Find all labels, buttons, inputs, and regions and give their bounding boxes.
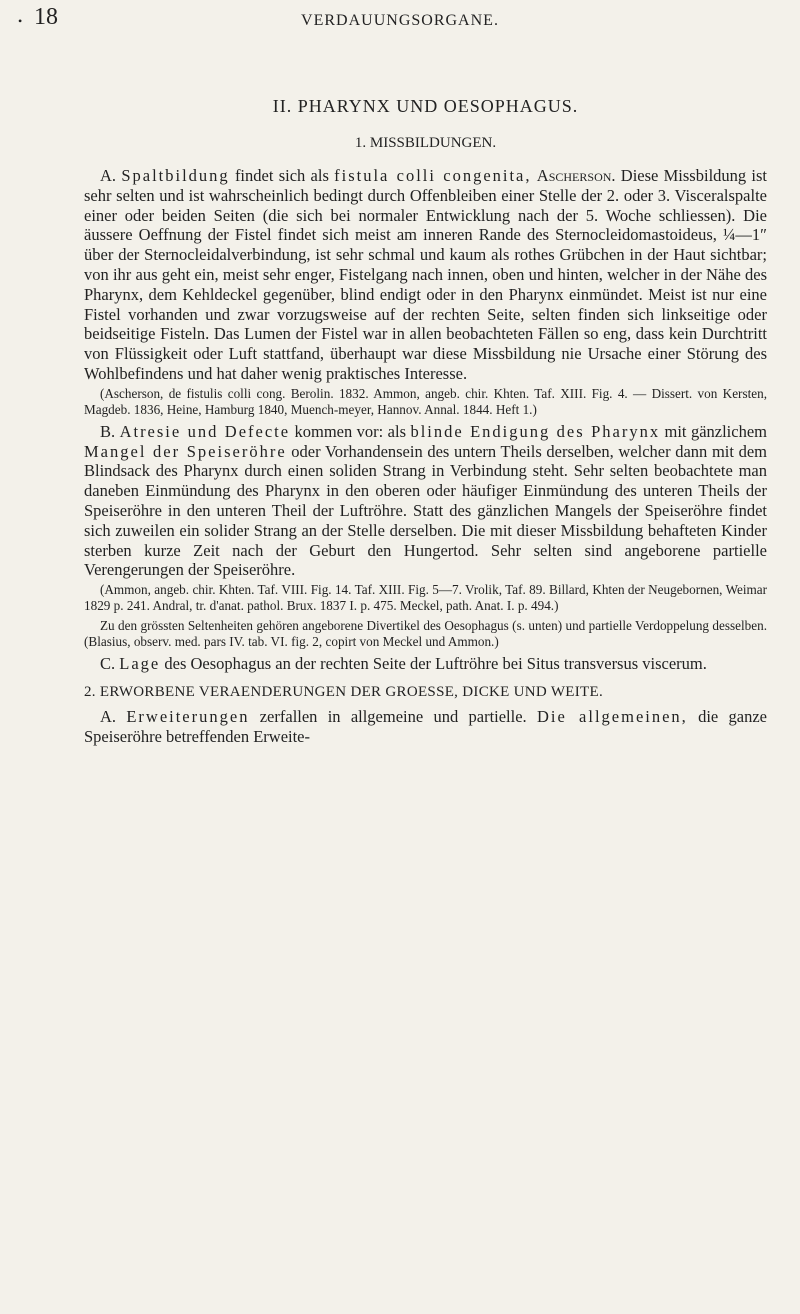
term-lage: Lage <box>119 654 161 674</box>
term-erweiterungen: Erweiterungen <box>126 706 250 726</box>
term-spaltbildung: Spaltbildung <box>121 166 230 185</box>
text-run: des Oesophagus an der rechten Seite der Luftröhre bei Situs transversus viscerum. <box>160 654 707 674</box>
header-bullet: • <box>18 14 23 28</box>
running-title: VERDAUUNGSORGANE. <box>301 12 499 29</box>
section-title-erworbene: 2. ERWORBENE VERAENDERUNGEN DER GROESSE, DICKE UND WEITE. <box>84 683 604 700</box>
item-label: B. <box>100 421 116 441</box>
running-header <box>0 4 800 40</box>
text-run: mit gänzlichem <box>660 421 767 441</box>
term-fistula: fistula colli congenita, <box>334 166 532 185</box>
page-number: 18 <box>34 4 58 30</box>
term-atresie: Atresie und Defecte <box>119 421 291 441</box>
author-name: Ascherson. <box>536 166 616 185</box>
item-label: A. <box>100 706 117 726</box>
reference-a: (Ascherson, de fistulis colli cong. Berolin. 1832. Ammon, angeb. chir. Khten. Taf. XIII. Fig. 4. — Dissert. von Kersten, Magdeb. 1836, Heine, Hamburg 1840, Muench-meyer, Hannov. Annal. 1844. Heft 1.) <box>84 385 767 417</box>
item-label: A. <box>100 166 117 185</box>
text-run: zerfallen in allgemeine und partielle. <box>249 706 527 726</box>
text-run: oder Vorhandensein des untern Theils derselben, welcher dann mit dem Blindsack des Pharynx durch einen soliden Strang in Verbindung steht. Sehr selten beobachtete man daneben Einmündung des Pharynx in den oberen oder häufiger Einmündung des unteren Theils der Speiseröhre in den unteren Theil der Luftröhre. Statt des gänzlichen Mangels der Speiseröhre findet sich zuweilen ein solider Strang an der Stelle derselben. Die mit dieser Missbildung behafteten Kinder sterben kurze Zeit nach der Geburt den Hungertod. Sehr selten sind angeborene partielle Verengerungen der Speiseröhre. <box>84 441 767 580</box>
reference-b1: (Ammon, angeb. chir. Khten. Taf. VIII. Fig. 14. Taf. XIII. Fig. 5—7. Vrolik, Taf. 89. Billard, Khten der Neugebornen, Weimar 1829 p. 241. Andral, tr. d'anat. pathol. Brux. 1837 I. p. 475. Meckel, path. Anat. I. p. 494.) <box>84 582 767 614</box>
text-run: die ganze Speiseröhre betreffenden Erweite- <box>84 706 767 746</box>
paragraph-erweiterungen <box>84 707 767 747</box>
reference-b2: Zu den grössten Seltenheiten gehören angeborene Divertikel des Oesophagus (s. unten) und partielle Verdoppelung desselben. (Blasius, observ. med. pars IV. tab. VI. fig. 2, copirt von Meckel und Ammon.) <box>84 618 767 650</box>
paragraph-lage <box>84 654 767 674</box>
term-mangel: Mangel der Speiseröhre <box>84 441 287 461</box>
text-run: kommen vor: als <box>290 421 411 441</box>
paragraph-atresie <box>84 422 767 580</box>
page-body <box>84 96 767 747</box>
chapter-title: II. PHARYNX UND OESOPHAGUS. <box>272 96 579 116</box>
text-run: findet sich als <box>229 166 335 185</box>
text-run: Diese Missbildung ist sehr selten und ist wahrscheinlich bedingt durch Offenbleiben einer Stelle der 2. oder 3. Visceralspalte einer oder beiden Seiten (die sich bei normaler Entwicklung nach der 5. Woche schliessen). Die äussere Oeffnung der Fistel findet sich meist am inneren Rande des Sternocleidomastoideus, ¼—1″ über der Sternocleidalverbindung, ist sehr schmal und kaum als rothes Grübchen in der Haut sichtbar; von ihr aus geht ein, meist sehr enger, Fistelgang nach innen, oben und hinten, welcher in der Nähe des Pharynx, dem Kehldeckel gegenüber, blind endigt oder in den Pharynx einmündet. Meist ist nur eine Fistel vorhanden und zwar vorzugsweise auf der rechten Seite, selten finden sich linkseitige oder beidseitige Fisteln. Das Lumen der Fistel war in allen beobachteten Fällen so eng, dass kein Durchtritt von Flüssigkeit oder Luft stattfand, überhaupt war diese Missbildung nie Ursache einer Störung des Wohlbefindens und hat daher wenig praktisches Interesse. <box>84 166 768 383</box>
term-allgemeinen: Die allgemeinen, <box>536 706 688 726</box>
section-title-missbildungen: 1. MISSBILDUNGEN. <box>354 135 497 151</box>
term-blinde-endigung: blinde Endigung des Pharynx <box>410 421 661 441</box>
paragraph-spaltbildung <box>84 166 767 384</box>
item-label: C. <box>100 654 116 674</box>
